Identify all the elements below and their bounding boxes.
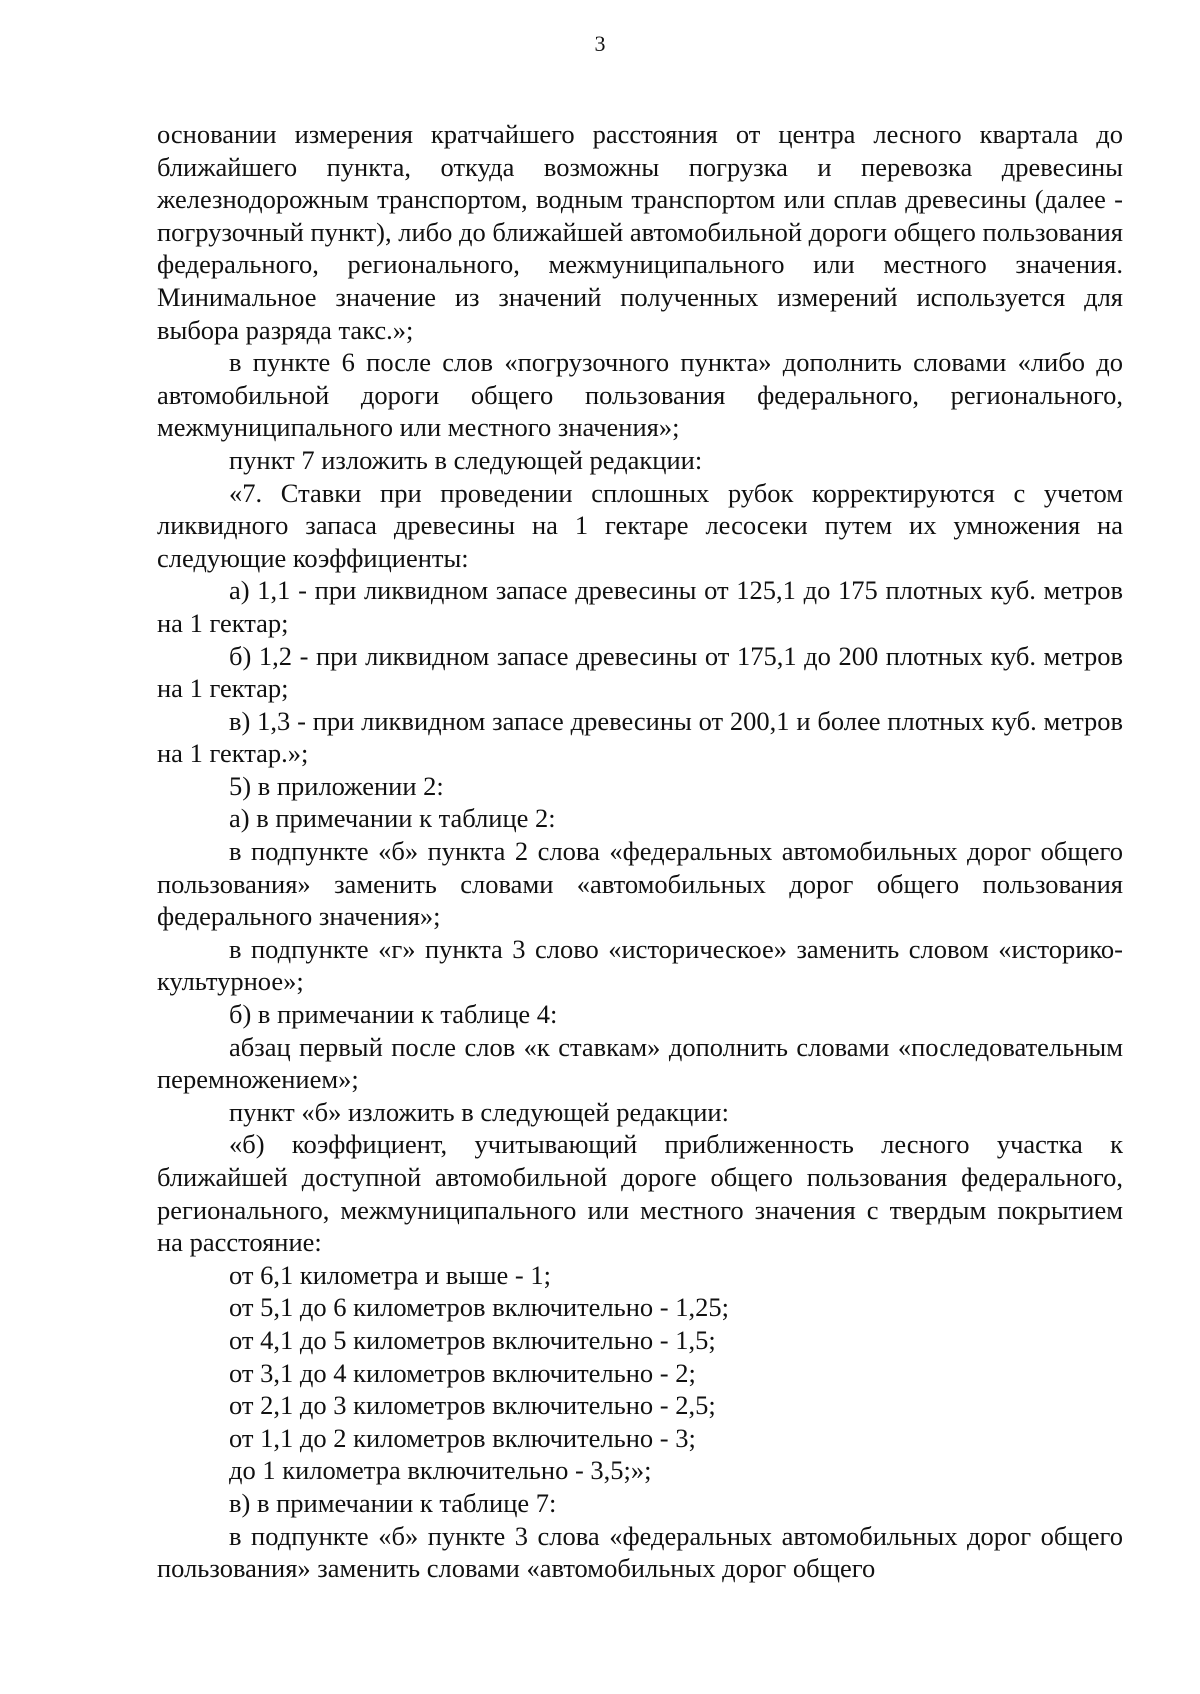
list-item: от 1,1 до 2 километров включительно - 3; [229,1422,696,1453]
paragraph: в) в примечании к таблице 7: [229,1487,557,1518]
paragraph: «7. Ставки при проведении сплошных рубок корректируются с учетом ликвидного запаса древесины на 1 гектаре лесосеки путем их умножения на следующие коэффициенты: [157,477,1123,573]
list-item: от 6,1 километра и выше - 1; [229,1259,551,1290]
list-item: от 5,1 до 6 километров включительно - 1,25; [229,1292,729,1323]
paragraph: 5) в приложении 2: [229,770,444,801]
document-body [157,118,1123,1585]
paragraph: пункт 7 изложить в следующей редакции: [229,444,703,475]
list-item: а) 1,1 - при ликвидном запасе древесины от 125,1 до 175 плотных куб. метров на 1 гектар; [157,575,1123,638]
page-number: 3 [594,31,606,56]
paragraph: абзац первый после слов «к ставкам» дополнить словами «последовательным перемножением»; [157,1031,1123,1095]
list-item: от 2,1 до 3 километров включительно - 2,5; [229,1390,716,1421]
paragraph: а) в примечании к таблице 2: [229,803,556,834]
paragraph: в пункте 6 после слов «погрузочного пункта» дополнить словами «либо до автомобильной дороги общего пользования федерального, регионального, межмуниципального или местного значения»; [157,347,1123,443]
paragraph-continued: в подпункте «б» пункте 3 слова «федеральных автомобильных дорог общего пользования» заменить словами «автомобильных дорог общего [157,1520,1123,1584]
list-item: в) 1,3 - при ликвидном запасе древесины от 200,1 и более плотных куб. метров на 1 гектар.»; [157,705,1123,769]
paragraph: пункт «б» изложить в следующей редакции: [229,1096,729,1127]
paragraph: в подпункте «г» пункта 3 слово «историческое» заменить словом «историко-культурное»; [157,933,1123,997]
paragraph: «б) коэффициент, учитывающий приближенность лесного участка к ближайшей доступной автомобильной дороге общего пользования федерального, регионального, межмуниципального или местного значения с твердым покрытием на расстояние: [157,1129,1123,1258]
list-item: от 4,1 до 5 километров включительно - 1,5; [229,1324,716,1355]
list-item: б) 1,2 - при ликвидном запасе древесины от 175,1 до 200 плотных куб. метров на 1 гектар; [157,640,1123,704]
paragraph: в подпункте «б» пункта 2 слова «федеральных автомобильных дорог общего пользования» заменить словами «автомобильных дорог общего пользования федерального значения»; [157,836,1123,932]
list-item: от 3,1 до 4 километров включительно - 2; [229,1357,696,1388]
list-item: до 1 километра включительно - 3,5;»; [229,1455,652,1486]
paragraph: б) в примечании к таблице 4: [229,999,558,1030]
paragraph-continuation: основании измерения кратчайшего расстояния от центра лесного квартала до ближайшего пункта, откуда возможны погрузка и перевозка древесины железнодорожным транспортом, водным транспортом или сплав древесины (далее - погрузочный пункт), либо до ближайшей автомобильной дороги общего пользования федерального, регионального, межмуниципального или местного значения. Минимальное значение из значений полученных измерений используется для выбора разряда такс.»; [157,119,1123,345]
